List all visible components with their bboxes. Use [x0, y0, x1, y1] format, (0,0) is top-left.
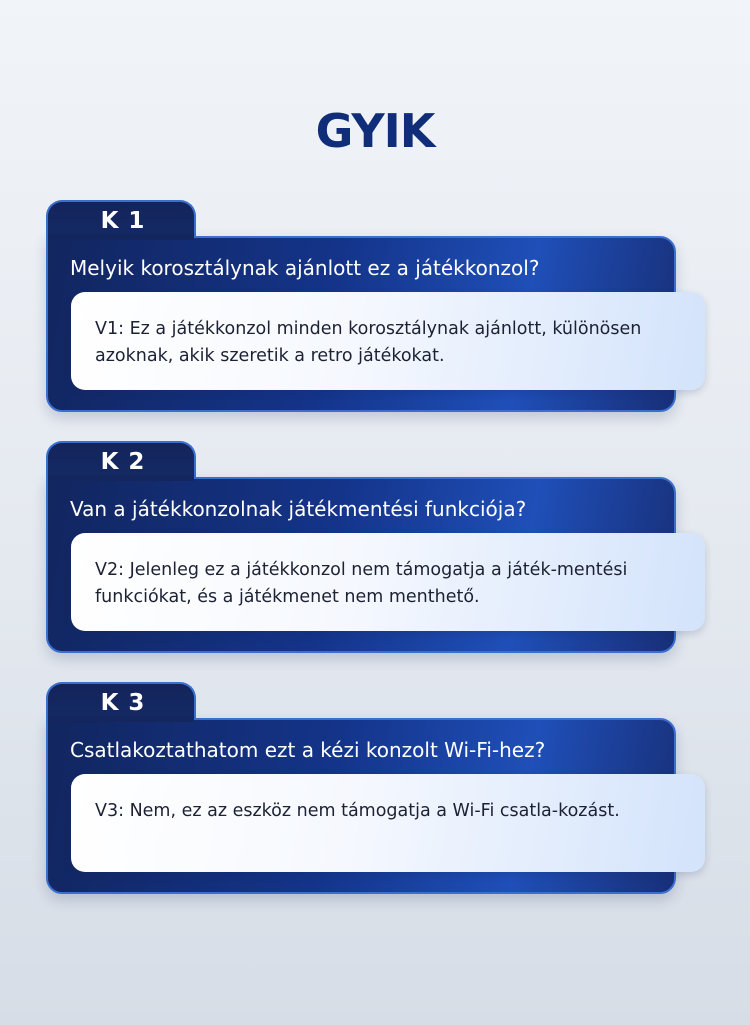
page-title: GYIK [315, 104, 435, 158]
faq-answer: V2: Jelenleg ez a játékkonzol nem támogatja a játék-mentési funkciókat, és a játékmenet nem menthető. [95, 560, 628, 607]
faq-label: K 3 [100, 690, 146, 716]
faq-question: Melyik korosztálynak ajánlott ez a játékkonzol? [70, 256, 540, 280]
faq-question: Van a játékkonzolnak játékmentési funkciója? [70, 497, 527, 521]
faq-item-2 [46, 441, 676, 653]
faq-item-1 [46, 200, 676, 412]
faq-question: Csatlakoztathatom ezt a kézi konzolt Wi-Fi-hez? [70, 738, 546, 762]
faq-label: K 1 [100, 208, 146, 234]
tab-joint [48, 234, 194, 240]
faq-answer: V3: Nem, ez az eszköz nem támogatja a Wi-Fi csatla-kozást. [95, 801, 620, 821]
faq-label: K 2 [100, 449, 146, 475]
faq-answer: V1: Ez a játékkonzol minden korosztálynak ajánlott, különösen azoknak, akik szeretik a retro játékokat. [95, 319, 642, 366]
faq-answer-box [71, 292, 705, 390]
tab-joint [48, 475, 194, 481]
faq-item-3 [46, 682, 676, 894]
tab-joint [48, 716, 194, 722]
faq-answer-box [71, 774, 705, 872]
faq-answer-box [71, 533, 705, 631]
